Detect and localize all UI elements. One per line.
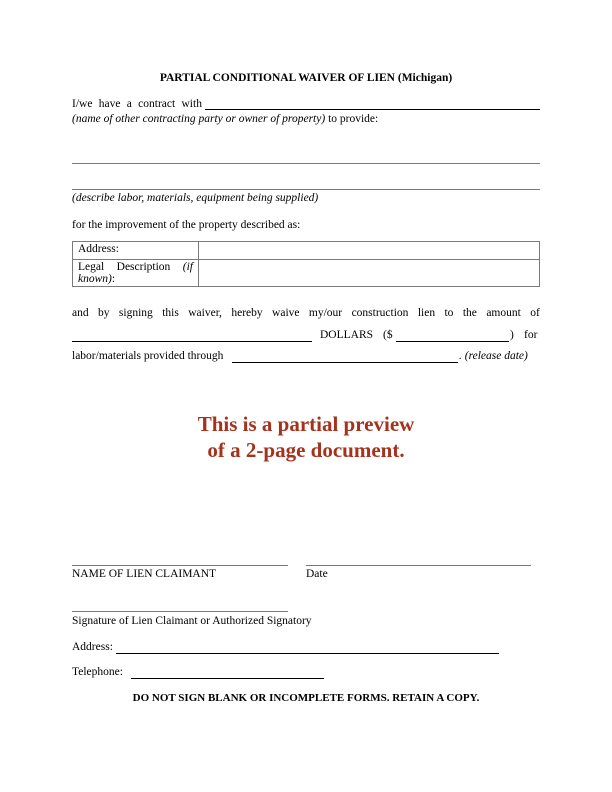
legal-label-cell	[73, 260, 199, 287]
contract-word: with	[181, 98, 202, 110]
waiver-word: amount	[486, 307, 521, 319]
legal-word: (if	[182, 261, 193, 273]
dollar-close: )	[510, 329, 514, 341]
claimant-name-field[interactable]	[72, 565, 288, 566]
legal-word: Description	[116, 261, 171, 273]
improvement-text: for the improvement of the property described as:	[72, 219, 301, 231]
address-label-cell	[73, 242, 199, 260]
waiver-word: waive	[272, 307, 300, 319]
release-date-field[interactable]	[232, 362, 458, 363]
waiver-word: by	[98, 307, 110, 319]
legal-word: Legal	[78, 261, 105, 273]
claimant-label: NAME OF LIEN CLAIMANT	[72, 568, 217, 580]
waiver-word: hereby	[231, 307, 263, 319]
address-value-cell[interactable]	[199, 242, 540, 260]
address-label: Address:	[72, 641, 113, 653]
waiver-line-1	[72, 307, 540, 319]
signature-label: Signature of Lien Claimant or Authorized Signatory	[72, 615, 312, 627]
date-label: Date	[306, 568, 328, 580]
contracting-party-field[interactable]	[205, 109, 540, 110]
contract-word: I/we	[72, 98, 93, 110]
legal-known: known)	[78, 273, 112, 285]
waiver-word: construction	[351, 307, 409, 319]
form-title: PARTIAL CONDITIONAL WAIVER OF LIEN (Michigan)	[159, 72, 453, 84]
waiver-word: and	[72, 307, 89, 319]
waiver-word: the	[462, 307, 477, 319]
waiver-word: this	[162, 307, 179, 319]
preview-line-2: of a 2-page document.	[207, 438, 405, 462]
dollar-open: ($	[383, 329, 393, 341]
waiver-word: my/our	[308, 307, 343, 319]
legal-description-value-cell[interactable]	[199, 260, 540, 287]
footer-notice: DO NOT SIGN BLANK OR INCOMPLETE FORMS. RETAIN A COPY.	[132, 692, 480, 704]
party-note-line	[72, 113, 378, 125]
to-provide-text: to provide:	[325, 113, 379, 125]
legal-label-line-1	[78, 261, 193, 273]
describe-note: (describe labor, materials, equipment being supplied)	[72, 192, 319, 204]
release-date-suffix: . (release date)	[459, 350, 528, 362]
date-field[interactable]	[306, 565, 531, 566]
contract-word: a	[126, 98, 132, 110]
contract-line	[72, 98, 202, 110]
table-row	[73, 260, 540, 287]
for-text: for	[524, 329, 538, 341]
contract-word: contract	[138, 98, 176, 110]
legal-label-line-2	[78, 273, 193, 285]
amount-number-field[interactable]	[396, 341, 509, 342]
party-note: (name of other contracting party or owner of property)	[72, 113, 326, 125]
preview-notice	[0, 411, 612, 463]
contract-word: have	[98, 98, 121, 110]
waiver-word: lien	[417, 307, 436, 319]
waiver-word: signing	[118, 307, 153, 319]
waiver-word: waiver,	[188, 307, 222, 319]
address-field[interactable]	[116, 653, 499, 654]
dollars-text: DOLLARS	[320, 329, 374, 341]
telephone-label: Telephone:	[72, 666, 123, 678]
supply-description-line-2[interactable]	[72, 189, 540, 190]
preview-line-1: This is a partial preview	[197, 412, 415, 436]
table-row	[73, 242, 540, 260]
amount-words-field[interactable]	[72, 341, 312, 342]
supply-description-line-1[interactable]	[72, 163, 540, 164]
through-text: labor/materials provided through	[72, 350, 224, 362]
waiver-word: to	[444, 307, 454, 319]
telephone-field[interactable]	[131, 678, 324, 679]
legal-colon: :	[111, 273, 116, 285]
signature-field[interactable]	[72, 611, 288, 612]
property-table	[72, 241, 540, 287]
address-label: Address:	[78, 243, 119, 255]
waiver-word: of	[530, 307, 540, 319]
